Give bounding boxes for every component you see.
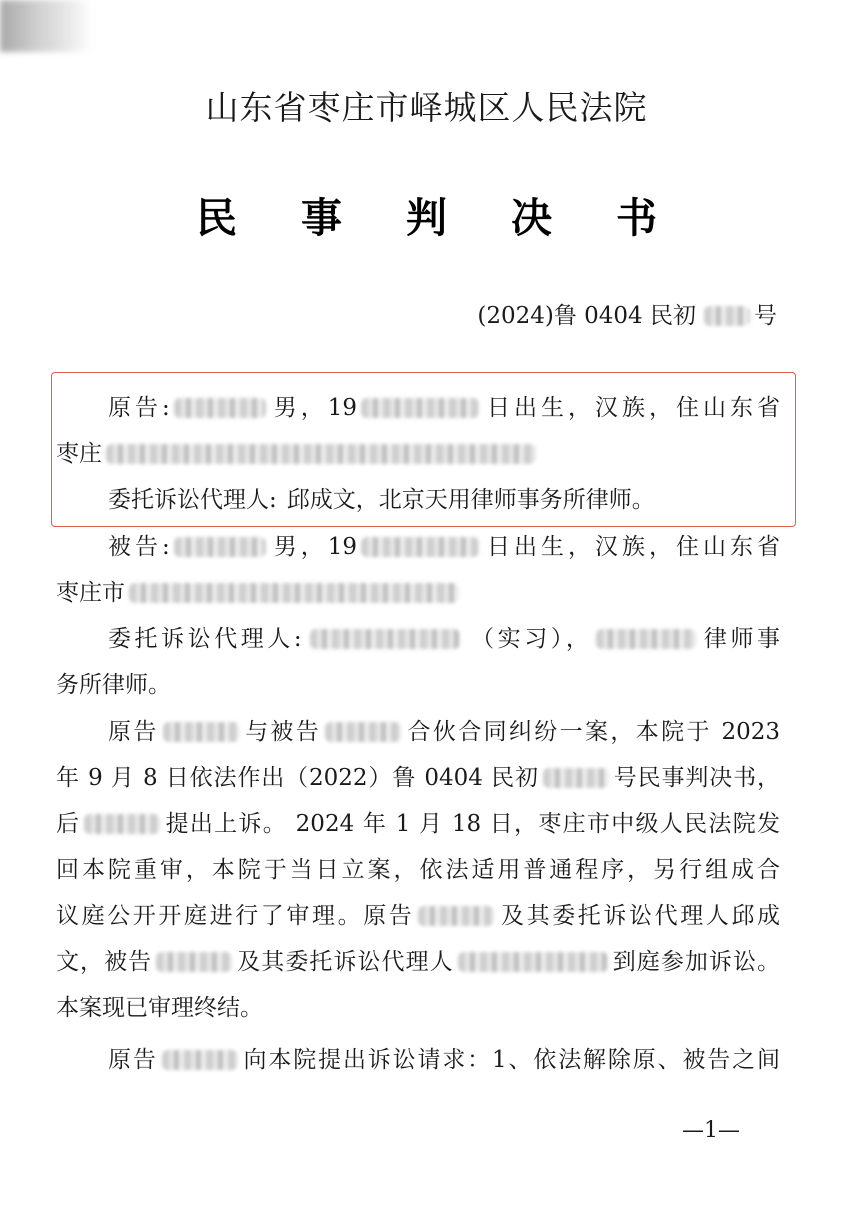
defendant-agent-tail: 律师事 bbox=[700, 626, 780, 652]
plaintiff-line bbox=[56, 385, 780, 431]
claims-line-1 bbox=[56, 1037, 780, 1083]
body-line-4: 回本院重审，本院于当日立案，依法适用普通程序，另行组成合 bbox=[56, 857, 780, 883]
court-name: 山东省枣庄市峄城区人民法院 bbox=[205, 88, 648, 127]
redacted-name bbox=[325, 722, 401, 742]
document-title: 民事判决书 bbox=[196, 194, 721, 242]
body-line-5 bbox=[56, 893, 780, 939]
redacted-name bbox=[162, 1050, 238, 1070]
case-history-paragraph bbox=[56, 709, 780, 1031]
body-line-7: 本案现已审理终结。 bbox=[56, 995, 263, 1021]
body-line-2 bbox=[56, 755, 780, 801]
case-number bbox=[477, 297, 777, 330]
plaintiff-address-line bbox=[56, 431, 780, 477]
plaintiff-agent: 邱成文，北京天用律师事务所律师。 bbox=[286, 487, 655, 513]
defendant-agent-label: 委托诉讼代理人: bbox=[108, 626, 302, 652]
defendant-agent-mid: （实习）， bbox=[467, 626, 593, 652]
redacted-case-number bbox=[543, 768, 609, 788]
plaintiff-paragraph bbox=[56, 385, 780, 523]
body-text: 年 9 月 8 日依法作出（2022）鲁 0404 民初 bbox=[56, 765, 539, 791]
body-text: 合伙合同纠纷一案，本院于 2023 bbox=[405, 719, 780, 745]
plaintiff-born: 日出生，汉族，住山东省 bbox=[483, 395, 780, 421]
case-number-suffix: 号 bbox=[754, 303, 777, 329]
plaintiff-agent-label: 委托诉讼代理人: bbox=[108, 487, 277, 513]
defendant-agent-line bbox=[56, 616, 780, 662]
body-text: 原告 bbox=[108, 719, 159, 745]
defendant-gender: 男，19 bbox=[269, 534, 358, 560]
redacted-plaintiff-name bbox=[174, 398, 266, 418]
body-line-6 bbox=[56, 939, 780, 985]
redacted-defendant-name bbox=[174, 537, 266, 557]
redacted-plaintiff-birthdate bbox=[361, 398, 479, 418]
page-number: —1— bbox=[682, 1118, 740, 1143]
body-text: 号民事判决书， bbox=[612, 765, 780, 791]
claims-paragraph bbox=[56, 1037, 780, 1083]
body-text: 与被告 bbox=[242, 719, 322, 745]
redacted-agent-names bbox=[458, 952, 608, 972]
body-line-3 bbox=[56, 801, 780, 847]
redacted-plaintiff-address bbox=[106, 444, 536, 464]
body-text: 到庭参加诉讼。 bbox=[611, 949, 781, 975]
defendant-paragraph bbox=[56, 524, 780, 708]
body-text: 及其委托诉讼代理人邱成 bbox=[498, 903, 781, 929]
defendant-agent-line-2: 务所律师。 bbox=[56, 672, 171, 698]
plaintiff-address-prefix: 枣庄 bbox=[56, 441, 102, 467]
redacted-corner-mark bbox=[0, 0, 92, 52]
plaintiff-gender: 男，19 bbox=[269, 395, 358, 421]
plaintiff-label: 原告: bbox=[108, 395, 170, 421]
redacted-name bbox=[163, 722, 239, 742]
redacted-defendant-agent-name bbox=[310, 629, 460, 649]
body-text: 向本院提出诉讼请求：1、依法解除原、被告之间 bbox=[241, 1047, 780, 1073]
body-text: 文，被告 bbox=[56, 949, 153, 975]
redacted-case-number bbox=[704, 306, 750, 326]
defendant-born: 日出生，汉族，住山东省 bbox=[483, 534, 780, 560]
body-line-1 bbox=[56, 709, 780, 755]
case-number-prefix: (2024)鲁 0404 民初 bbox=[477, 303, 696, 329]
defendant-line bbox=[56, 524, 780, 570]
body-text: 提出上诉。 2024 年 1 月 18 日，枣庄市中级人民法院发 bbox=[164, 811, 780, 837]
redacted-defendant-birthdate bbox=[361, 537, 479, 557]
defendant-label: 被告: bbox=[108, 534, 170, 560]
redacted-name bbox=[84, 814, 160, 834]
defendant-address-prefix: 枣庄市 bbox=[56, 580, 125, 606]
defendant-address-line bbox=[56, 570, 780, 616]
plaintiff-agent-line bbox=[56, 477, 780, 523]
redacted-name bbox=[418, 906, 494, 926]
body-text: 原告 bbox=[108, 1047, 158, 1073]
redacted-law-firm bbox=[596, 629, 696, 649]
redacted-name bbox=[156, 952, 232, 972]
body-text: 后 bbox=[56, 811, 81, 837]
body-text: 议庭公开开庭进行了审理。原告 bbox=[56, 903, 415, 929]
body-text: 及其委托诉讼代理人 bbox=[236, 949, 454, 975]
redacted-defendant-address bbox=[129, 583, 459, 603]
